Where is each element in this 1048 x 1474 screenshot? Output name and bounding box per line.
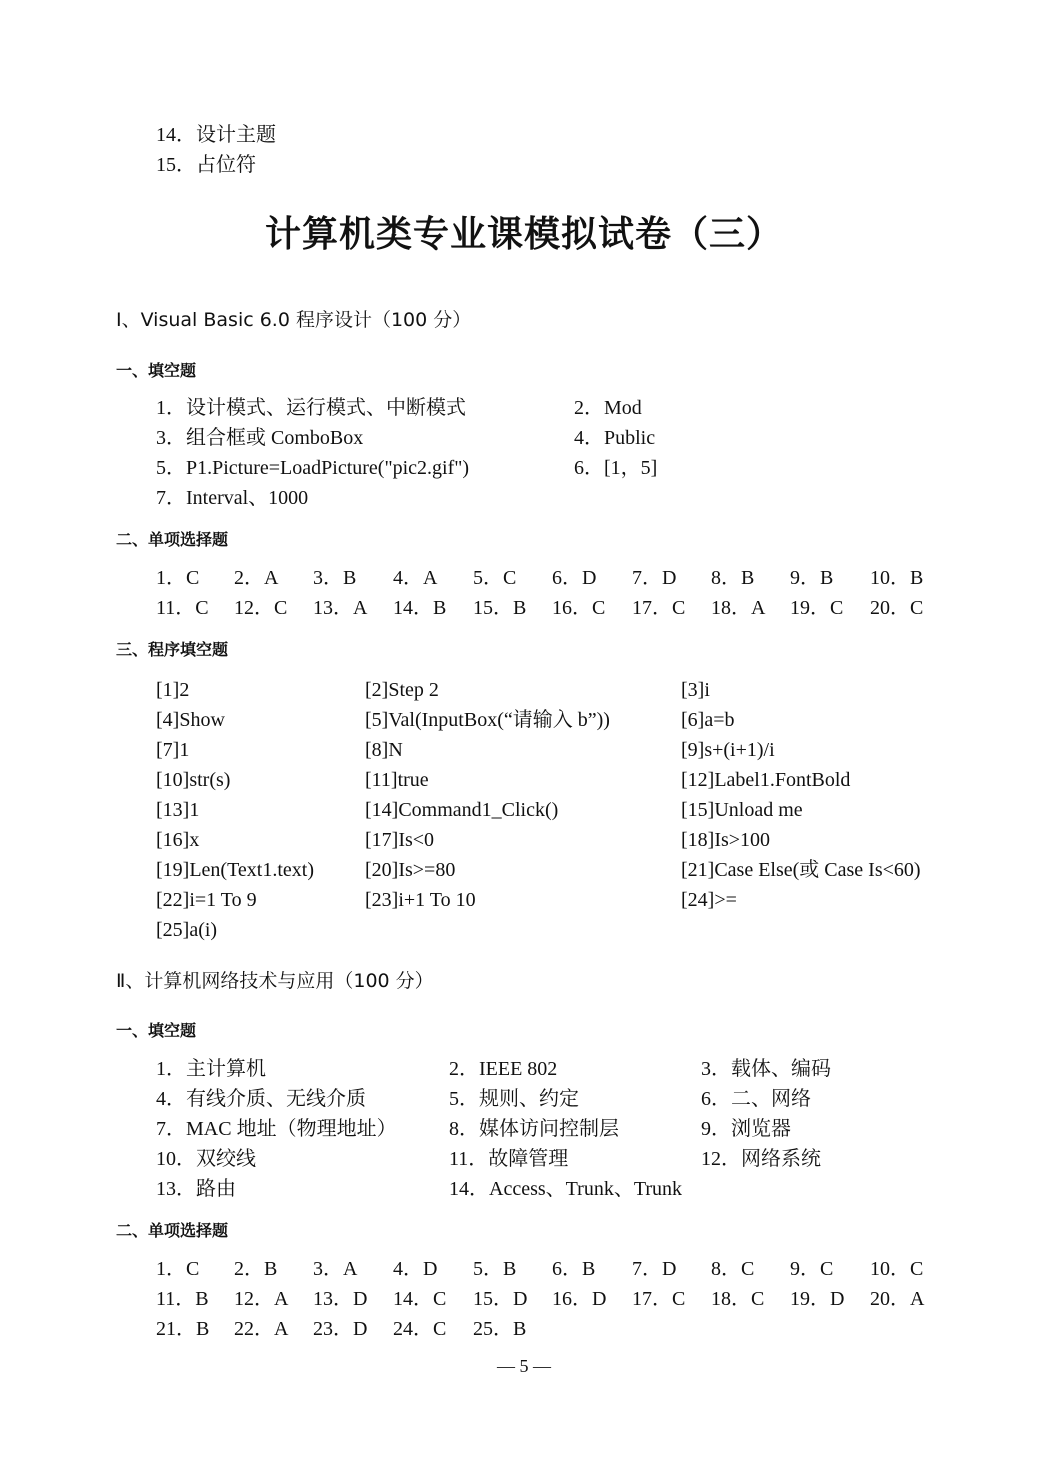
- answer-item: [21]Case Else(或 Case Is<60): [681, 859, 921, 881]
- answer-item: 2．B: [234, 1258, 278, 1280]
- answer-item: 7．Interval、1000: [156, 487, 309, 509]
- part1-s1-heading: 一、填空题: [116, 361, 197, 380]
- answer-item: 1．主计算机: [156, 1058, 266, 1080]
- answer-item: 21．B: [156, 1318, 210, 1340]
- answer-row: [156, 828, 956, 854]
- part2-heading: Ⅱ、计算机网络技术与应用（100 分）: [116, 970, 434, 992]
- answer-item: 12．A: [234, 1288, 289, 1310]
- answer-item: 4．Public: [574, 427, 656, 449]
- part2-s1-heading: 一、填空题: [116, 1021, 197, 1040]
- answer-item: 6．B: [552, 1258, 596, 1280]
- answer-row: [156, 1287, 956, 1313]
- answer-item: [2]Step 2: [365, 679, 439, 701]
- answer-row: [156, 768, 956, 794]
- part2-s2-heading: 二、单项选择题: [116, 1221, 229, 1240]
- answer-row: [156, 678, 956, 704]
- answer-item: 23．D: [313, 1318, 368, 1340]
- answer-item: 14．B: [393, 597, 447, 619]
- answer-row: [156, 456, 956, 482]
- answer-item: 9．B: [790, 567, 834, 589]
- answer-item: 4．A: [393, 567, 438, 589]
- answer-row: [156, 486, 956, 512]
- answer-row: [156, 858, 956, 884]
- answer-item: 15．D: [473, 1288, 528, 1310]
- answer-item: 24．C: [393, 1318, 447, 1340]
- answer-item: 4．有线介质、无线介质: [156, 1088, 366, 1110]
- answer-item: 7．D: [632, 567, 677, 589]
- answer-item: 5．C: [473, 567, 517, 589]
- answer-item: 3．组合框或 ComboBox: [156, 427, 364, 449]
- answer-row: [156, 798, 956, 824]
- answer-item: 8．B: [711, 567, 755, 589]
- answer-item: [23]i+1 To 10: [365, 889, 476, 911]
- answer-row: [156, 1117, 956, 1143]
- answer-item: 8．C: [711, 1258, 755, 1280]
- answer-item: [9]s+(i+1)/i: [681, 739, 775, 761]
- answer-item: 20．A: [870, 1288, 925, 1310]
- answer-item: [20]Is>=80: [365, 859, 456, 881]
- answer-item: 6．二、网络: [701, 1088, 811, 1110]
- answer-item: [7]1: [156, 739, 190, 761]
- answer-item: [13]1: [156, 799, 200, 821]
- answer-item: 5．规则、约定: [449, 1088, 579, 1110]
- answer-item: [4]Show: [156, 709, 225, 731]
- answer-item: 12．网络系统: [701, 1148, 821, 1170]
- answer-item: 12．C: [234, 597, 288, 619]
- answer-row: [156, 396, 956, 422]
- answer-item: 1．C: [156, 1258, 200, 1280]
- answer-item: 7．MAC 地址（物理地址）: [156, 1118, 397, 1140]
- answer-item: 13．A: [313, 597, 368, 619]
- answer-row: [156, 1147, 956, 1173]
- answer-item: [16]x: [156, 829, 200, 851]
- answer-item: [3]i: [681, 679, 710, 701]
- page-number: — 5 —: [497, 1356, 551, 1376]
- answer-item: 22．A: [234, 1318, 289, 1340]
- answer-row: [156, 888, 956, 914]
- answer-item: 10．C: [870, 1258, 924, 1280]
- top-item-14: 14．设计主题: [156, 124, 276, 146]
- answer-row: [156, 596, 956, 622]
- answer-item: 19．D: [790, 1288, 845, 1310]
- answer-row: [156, 918, 956, 944]
- answer-item: 11．B: [156, 1288, 209, 1310]
- answer-item: 5．P1.Picture=LoadPicture("pic2.gif"): [156, 457, 470, 479]
- answer-item: 6．[1，5]: [574, 457, 658, 479]
- answer-item: [11]true: [365, 769, 429, 791]
- answer-item: [17]Is<0: [365, 829, 435, 851]
- answer-item: 8．媒体访问控制层: [449, 1118, 619, 1140]
- answer-row: [156, 1087, 956, 1113]
- answer-item: 14．C: [393, 1288, 447, 1310]
- part1-heading: Ⅰ、Visual Basic 6.0 程序设计（100 分）: [116, 309, 472, 331]
- answer-row: [156, 708, 956, 734]
- answer-item: 3．A: [313, 1258, 358, 1280]
- answer-item: 15．B: [473, 597, 527, 619]
- answer-row: [156, 426, 956, 452]
- answer-row: [156, 1057, 956, 1083]
- answer-item: [10]str(s): [156, 769, 231, 791]
- top-item-15: 15．占位符: [156, 154, 256, 176]
- answer-item: 4．D: [393, 1258, 438, 1280]
- answer-row: [156, 1177, 956, 1203]
- answer-item: 11．C: [156, 597, 209, 619]
- answer-item: [25]a(i): [156, 919, 218, 941]
- answer-item: 9．C: [790, 1258, 834, 1280]
- answer-item: [19]Len(Text1.text): [156, 859, 314, 881]
- answer-item: 3．载体、编码: [701, 1058, 831, 1080]
- part1-s3-heading: 三、程序填空题: [116, 640, 229, 659]
- answer-item: 25．B: [473, 1318, 527, 1340]
- answer-item: [18]Is>100: [681, 829, 771, 851]
- answer-item: 10．B: [870, 567, 924, 589]
- answer-item: [15]Unload me: [681, 799, 803, 821]
- answer-item: [5]Val(InputBox(“请输入 b”)): [365, 709, 610, 731]
- answer-item: 16．D: [552, 1288, 607, 1310]
- answer-item: 18．C: [711, 1288, 765, 1310]
- answer-item: 3．B: [313, 567, 357, 589]
- answer-item: 2．IEEE 802: [449, 1058, 558, 1080]
- answer-item: 7．D: [632, 1258, 677, 1280]
- answer-row: [156, 1257, 956, 1283]
- answer-row: [156, 1317, 956, 1343]
- answer-item: [22]i=1 To 9: [156, 889, 257, 911]
- answer-item: 19．C: [790, 597, 844, 619]
- answer-item: 5．B: [473, 1258, 517, 1280]
- answer-item: 1．设计模式、运行模式、中断模式: [156, 397, 466, 419]
- answer-item: [24]>=: [681, 889, 737, 911]
- answer-item: 17．C: [632, 1288, 686, 1310]
- answer-row: [156, 738, 956, 764]
- answer-item: [12]Label1.FontBold: [681, 769, 851, 791]
- answer-item: [6]a=b: [681, 709, 735, 731]
- answer-item: 6．D: [552, 567, 597, 589]
- answer-item: 14．Access、Trunk、Trunk: [449, 1178, 682, 1200]
- answer-item: 2．Mod: [574, 397, 642, 419]
- answer-item: 17．C: [632, 597, 686, 619]
- answer-row: [156, 566, 956, 592]
- answer-item: [1]2: [156, 679, 190, 701]
- part1-s2-heading: 二、单项选择题: [116, 530, 229, 549]
- answer-item: 20．C: [870, 597, 924, 619]
- answer-item: [8]N: [365, 739, 403, 761]
- answer-item: 1．C: [156, 567, 200, 589]
- answer-item: 13．D: [313, 1288, 368, 1310]
- answer-item: 2．A: [234, 567, 279, 589]
- answer-item: 10．双绞线: [156, 1148, 256, 1170]
- answer-item: 9．浏览器: [701, 1118, 791, 1140]
- answer-item: 16．C: [552, 597, 606, 619]
- page-title: 计算机类专业课模拟试卷（三）: [264, 214, 783, 255]
- answer-item: [14]Command1_Click(): [365, 799, 559, 821]
- answer-item: 18．A: [711, 597, 766, 619]
- answer-item: 13．路由: [156, 1178, 236, 1200]
- answer-item: 11．故障管理: [449, 1148, 569, 1170]
